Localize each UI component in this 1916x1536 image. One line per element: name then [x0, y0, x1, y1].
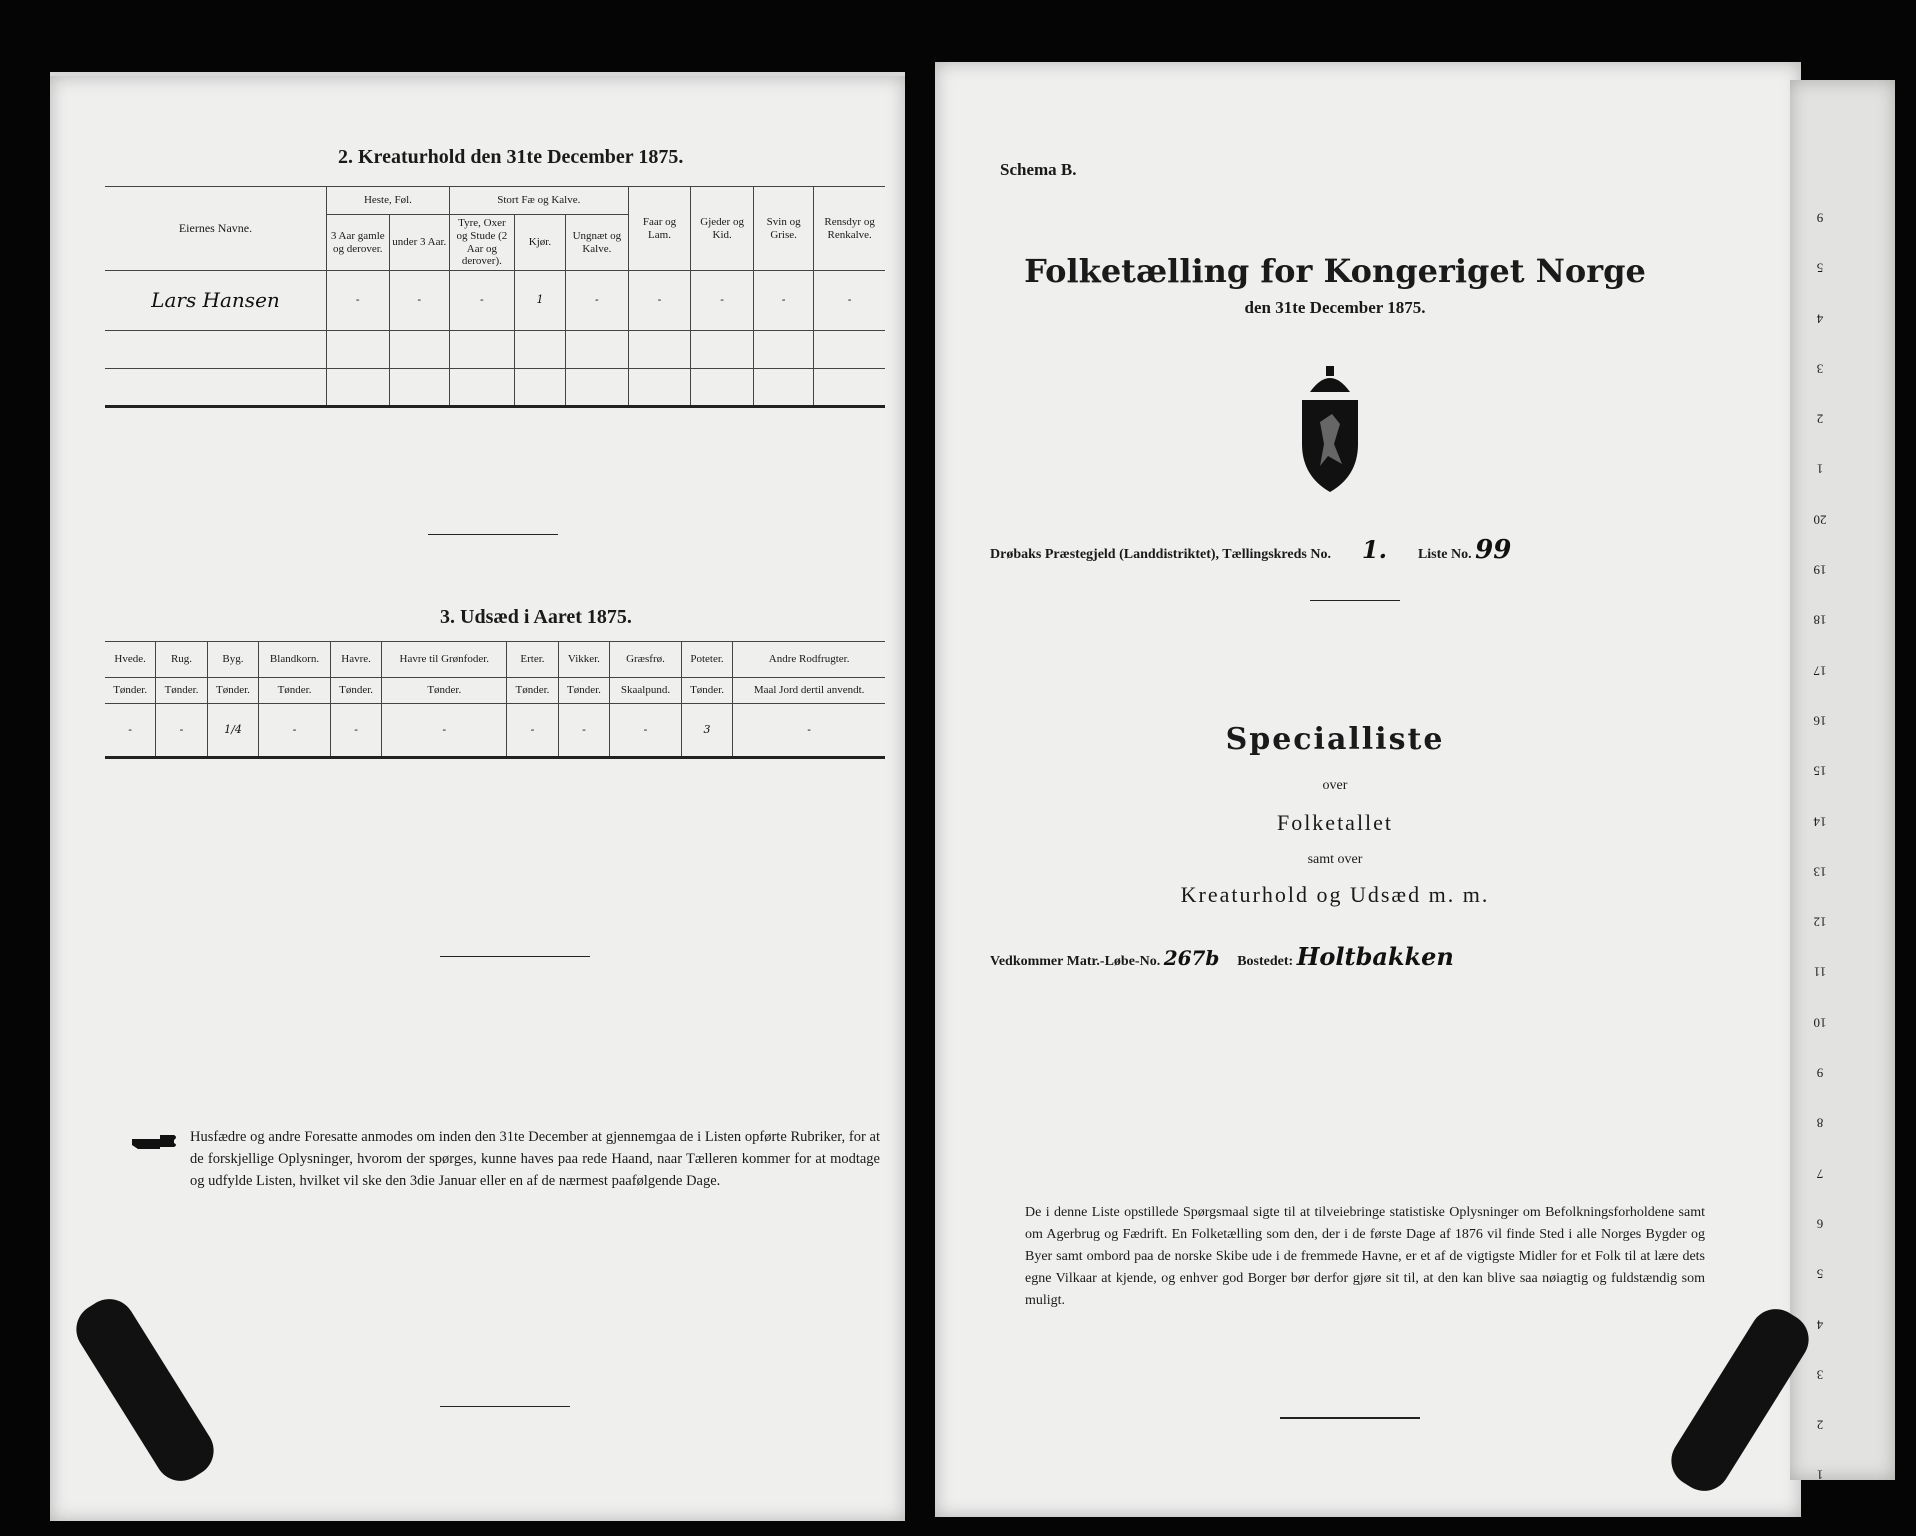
liste-label: Liste No. [1417, 547, 1472, 562]
sheep-header: Faar og Lam. [628, 187, 691, 271]
over-text: over [1322, 778, 1348, 793]
goats-header: Gjeder og Kid. [691, 187, 754, 271]
edge-number: 18 [1813, 612, 1827, 628]
left-page [50, 72, 905, 1521]
seed-value: - [507, 704, 558, 758]
seed-header: Poteter. [681, 642, 732, 678]
seed-header: Erter. [507, 642, 558, 678]
cattle-a-header: Tyre, Oxer og Stude (2 Aar og derover). [449, 215, 514, 271]
livestock-cell: - [389, 271, 449, 331]
seed-header: Byg. [207, 642, 258, 678]
edge-number: 3 [1816, 361, 1824, 377]
seed-header: Græsfrø. [610, 642, 682, 678]
seed-value: - [105, 704, 156, 758]
schema-label: Schema B. [1000, 160, 1077, 179]
section2-title: 2. Kreaturhold den 31te December 1875. [338, 146, 684, 168]
pigs-header: Svin og Grise. [753, 187, 813, 271]
seed-value: - [610, 704, 682, 758]
right-page [935, 62, 1801, 1517]
samt-over-text: samt over [1307, 852, 1363, 867]
seed-header: Hvede. [105, 642, 156, 678]
edge-number: 5 [1816, 260, 1824, 276]
divider [1280, 1417, 1420, 1419]
table-row [105, 704, 885, 758]
folketallet-heading: Folketallet [1276, 810, 1394, 835]
seed-unit: Tønder. [330, 678, 381, 704]
edge-number: 5 [1816, 1266, 1824, 1282]
edge-number: 2 [1816, 411, 1824, 427]
seed-unit: Tønder. [382, 678, 507, 704]
cattle-c-header: Ungnæt og Kalve. [566, 215, 629, 271]
edge-number: 1 [1816, 461, 1824, 477]
edge-number: 10 [1813, 1015, 1827, 1031]
main-title: Folketælling for Kongeriget Norge [1024, 252, 1646, 290]
parish-label: Drøbaks Præstegjeld (Landdistriktet), Tællingskreds No. [990, 547, 1331, 562]
seed-unit: Tønder. [681, 678, 732, 704]
livestock-cell: - [566, 271, 629, 331]
seed-unit: Tønder. [105, 678, 156, 704]
bosted-value: Holtbakken [1296, 942, 1454, 971]
kreaturhold-heading: Kreaturhold og Udsæd m. m. [1180, 882, 1490, 907]
owners-header: Eiernes Navne. [105, 187, 326, 271]
section3-title: 3. Udsæd i Aaret 1875. [440, 606, 632, 628]
edge-number: 20 [1813, 512, 1827, 528]
edge-number-column [1800, 175, 1840, 1483]
cattle-header: Stort Fæ og Kalve. [449, 187, 628, 215]
seed-unit: Maal Jord dertil anvendt. [733, 678, 885, 704]
seed-header: Havre til Grønfoder. [382, 642, 507, 678]
edge-number: 4 [1816, 310, 1824, 326]
matr-label: Vedkommer Matr.-Løbe-No. [990, 954, 1161, 969]
parish-line [990, 535, 1511, 565]
seed-unit: Tønder. [207, 678, 258, 704]
bosted-label: Bostedet: [1237, 954, 1294, 969]
pointing-hand-icon [130, 1131, 180, 1153]
seed-header: Andre Rodfrugter. [733, 642, 885, 678]
livestock-cell: - [753, 271, 813, 331]
edge-number: 15 [1813, 763, 1827, 779]
livestock-cell: - [691, 271, 754, 331]
seed-unit: Tønder. [259, 678, 331, 704]
edge-number: 3 [1816, 1367, 1824, 1383]
horses-a-header: 3 Aar gamle og derover. [326, 215, 389, 271]
divider [1310, 600, 1400, 601]
edge-number: 9 [1816, 1065, 1824, 1081]
edge-number: 4 [1816, 1316, 1824, 1332]
census-date: den 31te December 1875. [1244, 298, 1426, 317]
table-row [105, 271, 885, 331]
divider [440, 956, 590, 957]
seed-unit: Tønder. [156, 678, 207, 704]
seed-value: - [733, 704, 885, 758]
livestock-table [105, 186, 885, 408]
edge-number: 17 [1813, 662, 1827, 678]
livestock-cell: - [449, 271, 514, 331]
seed-value: 3 [681, 704, 732, 758]
edge-number: 6 [1816, 1216, 1824, 1232]
divider [440, 1406, 570, 1407]
seed-header: Rug. [156, 642, 207, 678]
edge-number: 2 [1816, 1417, 1824, 1433]
edge-number: 13 [1813, 864, 1827, 880]
seed-header: Havre. [330, 642, 381, 678]
seed-header: Blandkorn. [259, 642, 331, 678]
edge-number: 9 [1816, 210, 1824, 226]
seed-value: - [156, 704, 207, 758]
matr-number: 267b [1163, 946, 1220, 970]
seed-table [105, 641, 885, 759]
intro-paragraph: De i denne Liste opstillede Spørgsmaal sigte til at tilveiebringe statistiske Oplysninger om Befolkningsforholdene samt om Agerbrug og Fædrift. En Folketælling som den, der i de første Dage af 1876 vil finde Sted i alle Norges Bygder og Byer samt ombord paa de norske Skibe ude i de fremmede Havne, er et af de vigtigste Midler for et Folk til at lære dets egne Vilkaar at kjende, og enhver god Borger bør derfor gjøre sit til, at den kan blive saa nøiagtig og fuldstændig som muligt. [1025, 1205, 1705, 1308]
reindeer-header: Rensdyr og Renkalve. [814, 187, 885, 271]
seed-unit: Tønder. [507, 678, 558, 704]
seed-value: - [558, 704, 609, 758]
seed-header: Vikker. [558, 642, 609, 678]
livestock-cell: - [814, 271, 885, 331]
specialliste-heading: Specialliste [1225, 722, 1445, 757]
owner-name: Lars Hansen [105, 271, 326, 331]
cattle-b-header: Kjør. [514, 215, 565, 271]
edge-number: 11 [1813, 964, 1827, 980]
edge-number: 16 [1813, 713, 1827, 729]
coat-of-arms-icon [1290, 352, 1370, 502]
edge-number: 1 [1816, 1467, 1824, 1483]
horses-b-header: under 3 Aar. [389, 215, 449, 271]
kreds-number: 1. [1361, 535, 1387, 564]
horses-header: Heste, Føl. [326, 187, 449, 215]
edge-number: 8 [1816, 1115, 1824, 1131]
livestock-cell: 1 [514, 271, 565, 331]
livestock-cell: - [628, 271, 691, 331]
edge-number: 12 [1813, 914, 1827, 930]
notice-text: Husfædre og andre Foresatte anmodes om inden den 31te December at gjennemgaa de i Listen opførte Rubriker, for at de forskjellige Oplysninger, hvorom der spørges, kunne haves paa rede Haand, naar Tælleren kommer for at modtage og udfylde Listen, hvilket vil ske den 3die Januar eller en af de nærmest paafølgende Dage. [190, 1129, 880, 1189]
livestock-cell: - [326, 271, 389, 331]
seed-unit: Skaalpund. [610, 678, 682, 704]
seed-value: 1/4 [207, 704, 258, 758]
edge-number: 14 [1813, 813, 1827, 829]
seed-value: - [382, 704, 507, 758]
seed-value: - [259, 704, 331, 758]
liste-number: 99 [1475, 535, 1512, 565]
seed-value: - [330, 704, 381, 758]
divider [428, 534, 558, 535]
matr-line [990, 942, 1454, 971]
seed-unit: Tønder. [558, 678, 609, 704]
edge-number: 7 [1816, 1165, 1824, 1181]
edge-number: 19 [1813, 562, 1827, 578]
